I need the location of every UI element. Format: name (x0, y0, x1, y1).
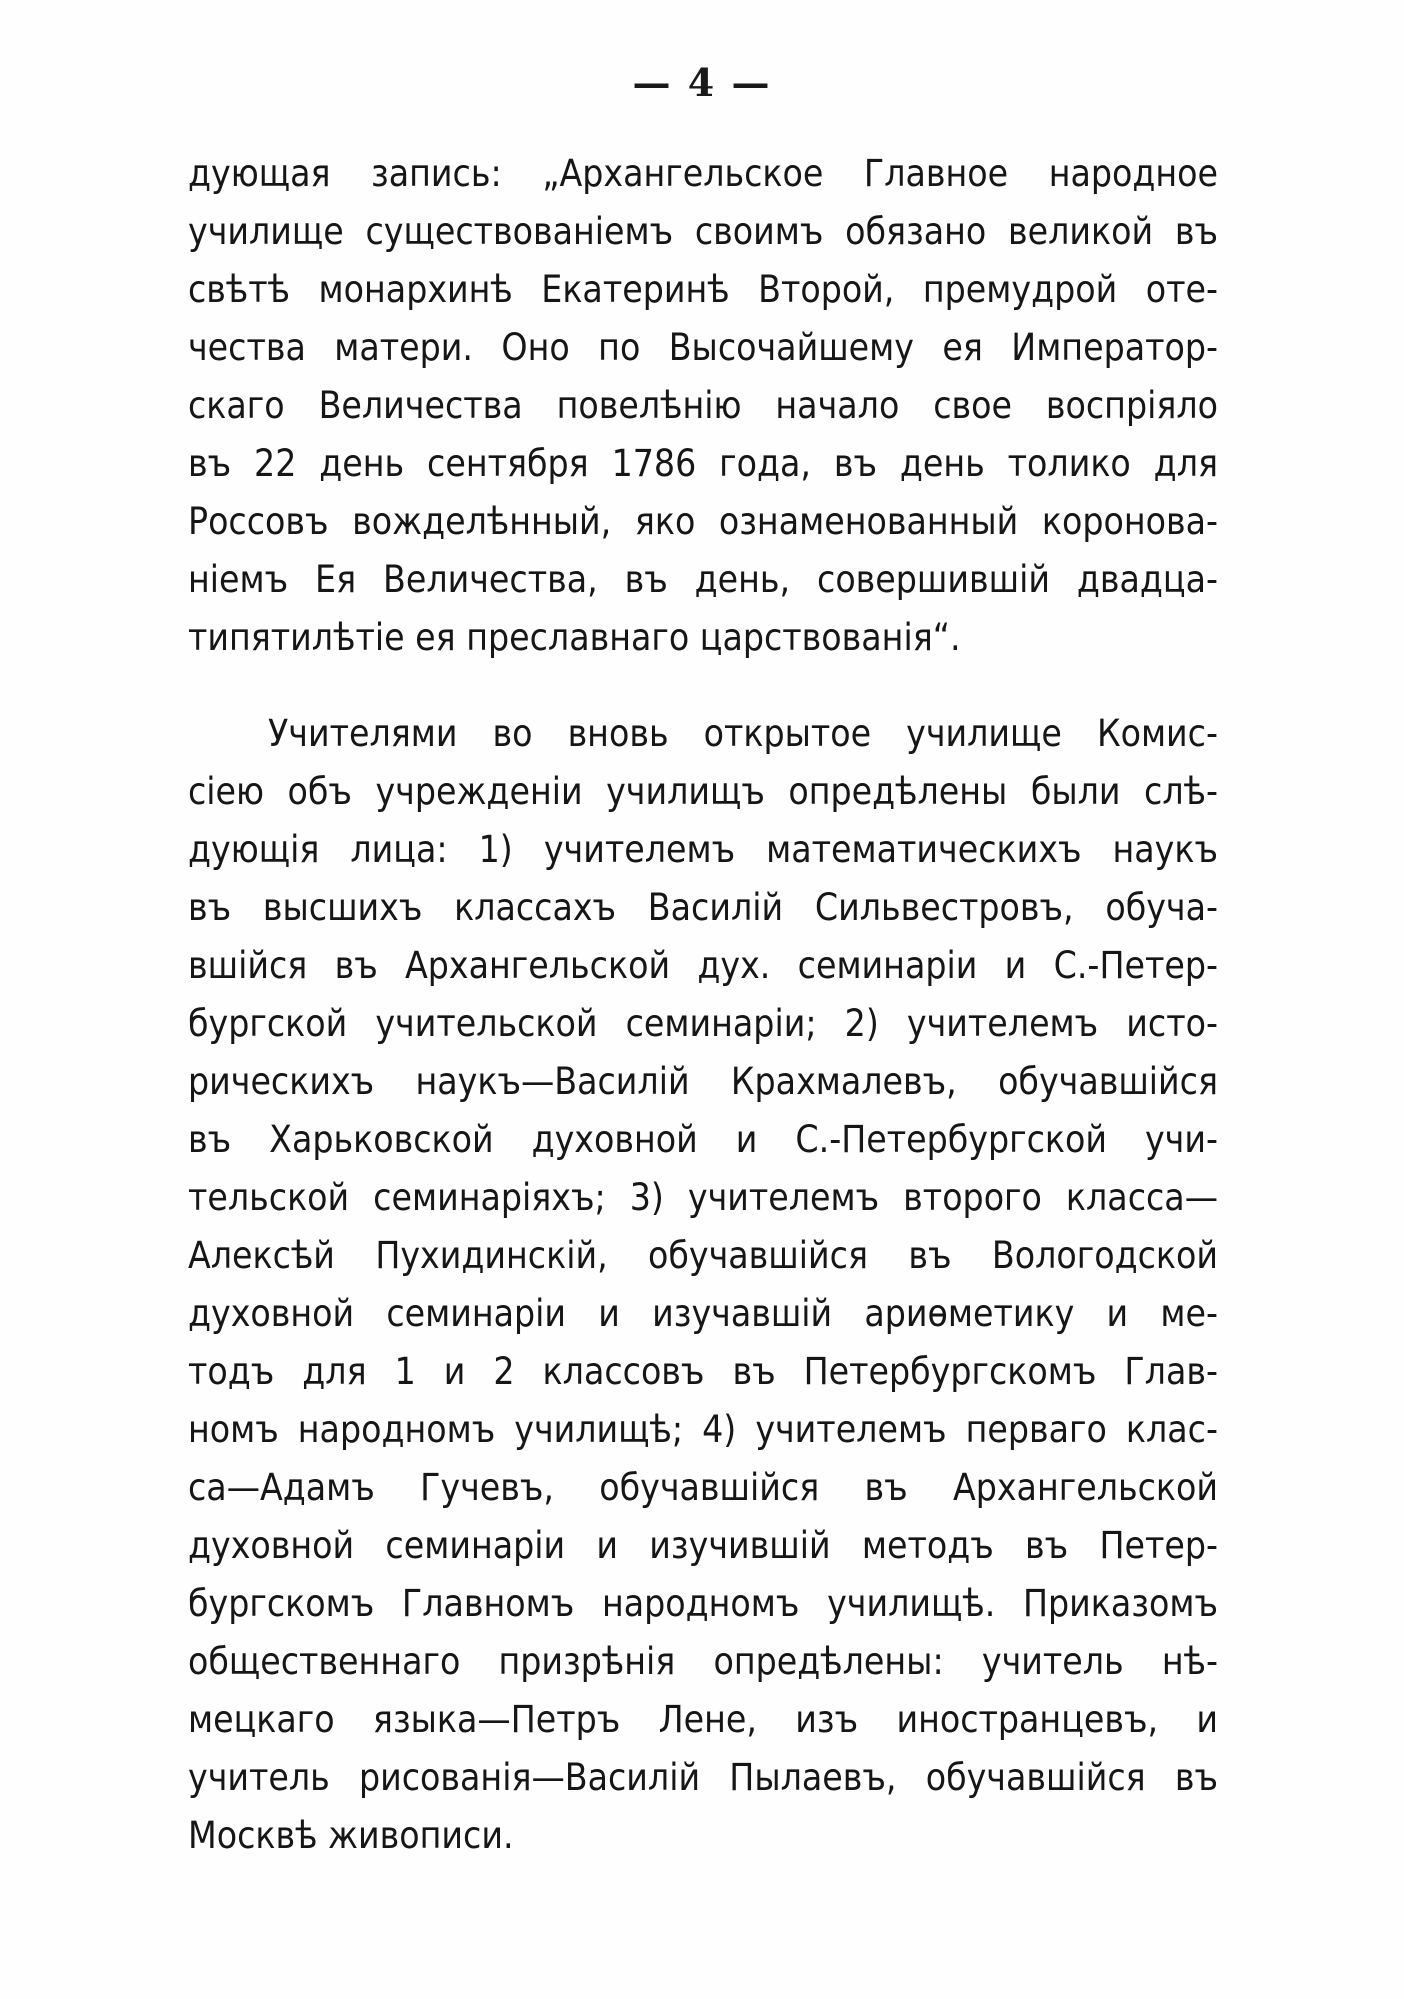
text-line: духовной семинаріи и изучавшій ариѳметику и ме- (188, 1292, 1218, 1335)
text-line: тодъ для 1 и 2 классовъ въ Петербургскомъ Глав- (188, 1350, 1218, 1393)
text-line: Москвѣ живописи. (188, 1814, 514, 1857)
text-line: бургской учительской семинаріи; 2) учителемъ исто- (188, 1002, 1218, 1045)
text-line: сіею объ учрежденіи училищъ опредѣлены были слѣ- (188, 770, 1218, 813)
text-line: дующая запись: „Архангельское Главное народное (188, 152, 1218, 195)
paragraph-2 (188, 705, 1218, 1865)
text-line: въ 22 день сентября 1786 года, въ день толико для (188, 442, 1218, 485)
text-line: рическихъ наукъ—Василій Крахмалевъ, обучавшійся (188, 1060, 1218, 1103)
text-line: чества матери. Оно по Высочайшему ея Император- (188, 326, 1218, 369)
text-line: Россовъ вожделѣнный, яко ознаменованный коронова- (188, 500, 1218, 543)
page-number: — 4 — (632, 60, 772, 105)
text-line: свѣтѣ монархинѣ Екатеринѣ Второй, премудрой оте- (188, 268, 1218, 311)
paragraph-1 (188, 145, 1218, 667)
text-line: Учителями во вновь открытое училище Комис- (268, 712, 1218, 755)
text-line: са—Адамъ Гучевъ, обучавшійся въ Архангельской (188, 1466, 1218, 1509)
text-line: дующія лица: 1) учителемъ математическихъ наукъ (188, 828, 1218, 871)
text-line: въ Харьковской духовной и С.-Петербургской учи- (188, 1118, 1218, 1161)
text-line: духовной семинаріи и изучившій методъ въ Петер- (188, 1524, 1218, 1567)
text-line: скаго Величества повелѣнію начало свое воспріяло (188, 384, 1218, 427)
text-line: учитель рисованія—Василій Пылаевъ, обучавшійся въ (188, 1756, 1218, 1799)
text-line: общественнаго призрѣнія опредѣлены: учитель нѣ- (188, 1640, 1218, 1683)
text-line: ніемъ Ея Величества, въ день, совершившій двадца- (188, 558, 1218, 601)
text-line: въ высшихъ классахъ Василій Сильвестровъ, обуча- (188, 886, 1218, 929)
text-line: вшійся въ Архангельской дух. семинаріи и С.-Петер- (188, 944, 1218, 987)
text-line: училище существованіемъ своимъ обязано великой въ (188, 210, 1218, 253)
text-line: мецкаго языка—Петръ Лене, изъ иностранцевъ, и (188, 1698, 1218, 1741)
text-line: типятилѣтіе ея преславнаго царствованія“. (188, 616, 961, 659)
text-line: Алексѣй Пухидинскій, обучавшійся въ Вологодской (188, 1234, 1218, 1277)
text-line: тельской семинаріяхъ; 3) учителемъ второго класса— (188, 1176, 1218, 1219)
text-line: бургскомъ Главномъ народномъ училищѣ. Приказомъ (188, 1582, 1218, 1625)
text-line: номъ народномъ училищѣ; 4) учителемъ перваго клас- (188, 1408, 1218, 1451)
